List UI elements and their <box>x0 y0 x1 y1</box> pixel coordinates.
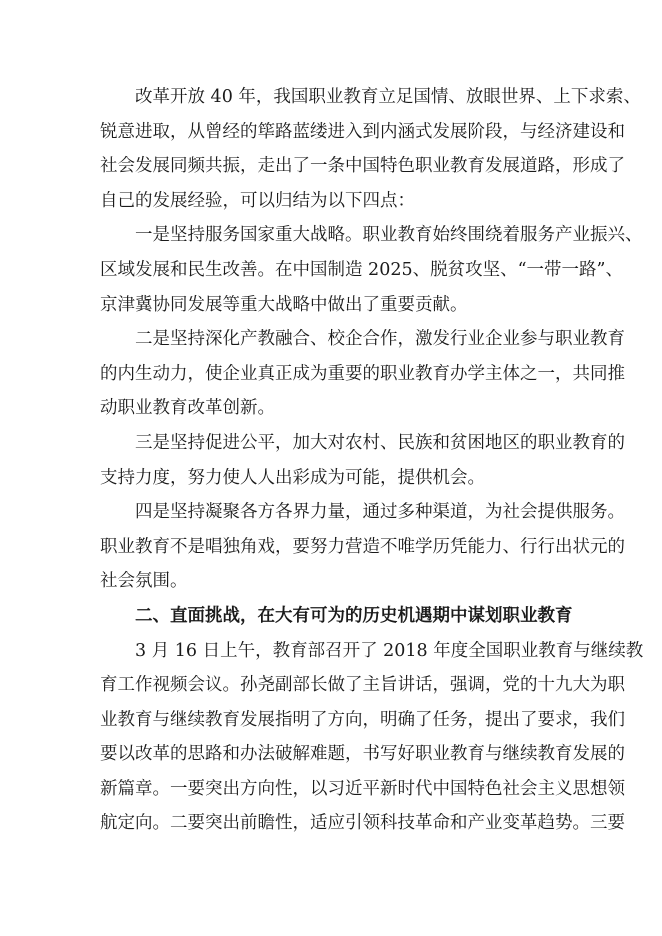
text-line: 的内生动力，使企业真正成为重要的职业教育办学主体之一，共同推 <box>100 363 625 384</box>
text-line: 新篇章。一要突出方向性，以习近平新时代中国特色社会主义思想领 <box>100 778 625 799</box>
text-line: 区域发展和民生改善。在中国制造 2025、脱贫攻坚、“一带一路”、 <box>100 259 623 280</box>
paragraph-meeting <box>100 634 644 842</box>
text-line: 一是坚持服务国家重大战略。职业教育始终围绕着服务产业振兴、 <box>135 225 643 246</box>
heading-text: 二、直面挑战，在大有可为的历史机遇期中谋划职业教育 <box>135 605 573 626</box>
text-line: 业教育与继续教育发展指明了方向，明确了任务，提出了要求，我们 <box>100 709 625 730</box>
text-line: 育工作视频会议。孙尧副部长做了主旨讲话，强调，党的十九大为职 <box>100 675 625 696</box>
text-line: 动职业教育改革创新。 <box>100 398 275 419</box>
paragraph-point-one <box>100 218 643 322</box>
text-line: 京津冀协同发展等重大战略中做出了重要贡献。 <box>100 294 468 315</box>
text-line: 支持力度，努力使人人出彩成为可能，提供机会。 <box>100 467 485 488</box>
text-line: 四是坚持凝聚各方各界力量，通过多种渠道，为社会提供服务。 <box>135 502 625 523</box>
paragraph-point-four <box>100 495 625 599</box>
text-line: 社会发展同频共振，走出了一条中国特色职业教育发展道路，形成了 <box>100 156 625 177</box>
section-heading <box>100 599 573 634</box>
text-line: 要以改革的思路和办法破解难题，书写好职业教育与继续教育发展的 <box>100 744 625 765</box>
paragraph-point-three <box>100 426 625 495</box>
text-line: 二是坚持深化产教融合、校企合作，激发行业企业参与职业教育 <box>135 329 625 350</box>
text-line: 职业教育不是唱独角戏，要努力营造不唯学历凭能力、行行出状元的 <box>100 536 625 557</box>
text-line: 社会氛围。 <box>100 571 188 592</box>
paragraph-point-two <box>100 322 625 426</box>
paragraph-intro <box>100 80 641 218</box>
document-page <box>100 80 644 841</box>
text-line: 锐意进取，从曾经的筚路蓝缕进入到内涵式发展阶段，与经济建设和 <box>100 121 625 142</box>
text-line: 3 月 16 日上午，教育部召开了 2018 年度全国职业教育与继续教 <box>135 640 644 661</box>
text-line: 三是坚持促进公平，加大对农村、民族和贫困地区的职业教育的 <box>135 432 625 453</box>
text-line: 改革开放 40 年，我国职业教育立足国情、放眼世界、上下求索、 <box>135 87 641 107</box>
text-line: 航定向。二要突出前瞻性，适应引领科技革命和产业变革趋势。三要 <box>100 813 625 834</box>
text-line: 自己的发展经验，可以归结为以下四点： <box>100 190 415 211</box>
